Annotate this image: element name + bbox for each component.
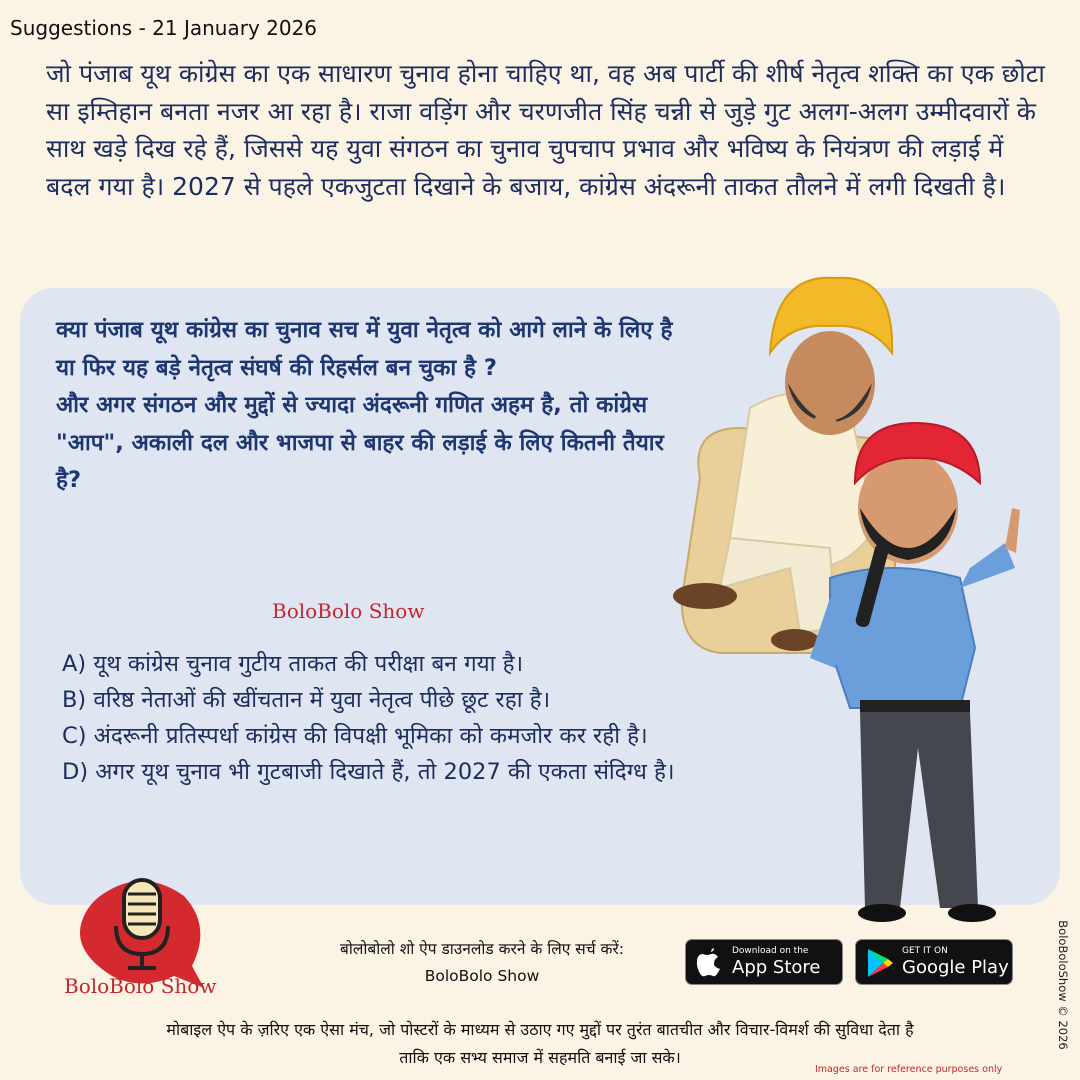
- download-line-1: बोलोबोलो शो ऐप डाउनलोड करने के लिए सर्च करें:: [340, 940, 624, 958]
- reference-note: Images are for reference purposes only: [815, 1064, 1003, 1075]
- footer-line-2: ताकि एक सभ्य समाज में सहमति बनाई जा सके।: [399, 1048, 681, 1067]
- standing-man-arm-right: [960, 543, 1015, 588]
- standing-man-belt: [860, 700, 970, 712]
- option-c[interactable]: C) अंदरूनी प्रतिस्पर्धा कांग्रेस की विपक्षी भूमिका को कमजोर कर रही है।: [62, 723, 648, 749]
- seated-man-shoe-left: [673, 583, 737, 609]
- logo-brand-text: BoloBolo Show: [64, 974, 217, 998]
- question-line-1: क्या पंजाब यूथ कांग्रेस का चुनाव सच में युवा नेतृत्व को आगे लाने के लिए है या फिर यह बड़े नेतृत्व संघर्ष की रिहर्सल बन चुका है ?: [56, 317, 673, 381]
- question-line-2: और अगर संगठन और मुद्दों से ज्यादा अंदरूनी गणित अहम है, तो कांग्रेस "आप", अकाली दल और भाजपा से बाहर की लड़ाई के लिए कितनी तैयार है?: [56, 392, 664, 493]
- leaders-illustration: [660, 268, 1060, 940]
- answer-options: [62, 646, 842, 790]
- brand-mid: BoloBolo Show: [272, 599, 425, 623]
- option-d[interactable]: D) अगर यूथ चुनाव भी गुटबाजी दिखाते हैं, तो 2027 की एकता संदिग्ध है।: [62, 759, 675, 785]
- date-line: Suggestions - 21 January 2026: [10, 16, 318, 40]
- google-play-button[interactable]: [855, 939, 1013, 985]
- google-play-icon: [866, 948, 894, 978]
- question-text: [56, 312, 696, 500]
- google-play-big-label: Google Play: [902, 957, 1009, 978]
- option-a[interactable]: A) यूथ कांग्रेस चुनाव गुटीय ताकत की परीक्षा बन गया है।: [62, 651, 524, 677]
- intro-paragraph: जो पंजाब यूथ कांग्रेस का एक साधारण चुनाव होना चाहिए था, वह अब पार्टी की शीर्ष नेतृत्व शक्ति का एक छोटा सा इम्तिहान बनता नजर आ रहा है। राजा वड़िंग और चरणजीत सिंह चन्नी से जुड़े गुट अलग-अलग उम्मीदवारों के साथ खड़े दिख रहे हैं, जिससे यह युवा संगठन का चुनाव चुपचाप प्रभाव और भविष्य के नियंत्रण की लड़ाई में बदल गया है। 2027 से पहले एकजुटता दिखाने के बजाय, कांग्रेस अंदरूनी ताकत तौलने में लगी दिखती है।: [46, 59, 1045, 201]
- apple-icon: [696, 948, 722, 978]
- standing-man-trousers: [860, 712, 978, 908]
- standing-man-shoe-left: [858, 904, 906, 922]
- standing-man-shirt: [830, 568, 975, 708]
- app-store-button[interactable]: [685, 939, 843, 985]
- app-store-big-label: App Store: [732, 957, 821, 978]
- download-line-2: BoloBolo Show: [424, 967, 540, 985]
- app-store-small-label: Download on the: [732, 946, 809, 956]
- standing-man-shoe-right: [948, 904, 996, 922]
- option-b[interactable]: B) वरिष्ठ नेताओं की खींचतान में युवा नेतृत्व पीछे छूट रहा है।: [62, 687, 551, 713]
- download-instructions: [292, 936, 672, 990]
- copyright-vertical: BoloBoloShow © 2026: [1056, 920, 1070, 1050]
- standing-man-finger: [1005, 508, 1020, 553]
- google-play-small-label: GET IT ON: [902, 946, 948, 956]
- footer-line-1: मोबाइल ऐप के ज़रिए एक ऐसा मंच, जो पोस्टरों के माध्यम से उठाए गए मुद्दों पर तुरंत बातचीत और विचार-विमर्श की सुविधा देता है: [166, 1020, 914, 1039]
